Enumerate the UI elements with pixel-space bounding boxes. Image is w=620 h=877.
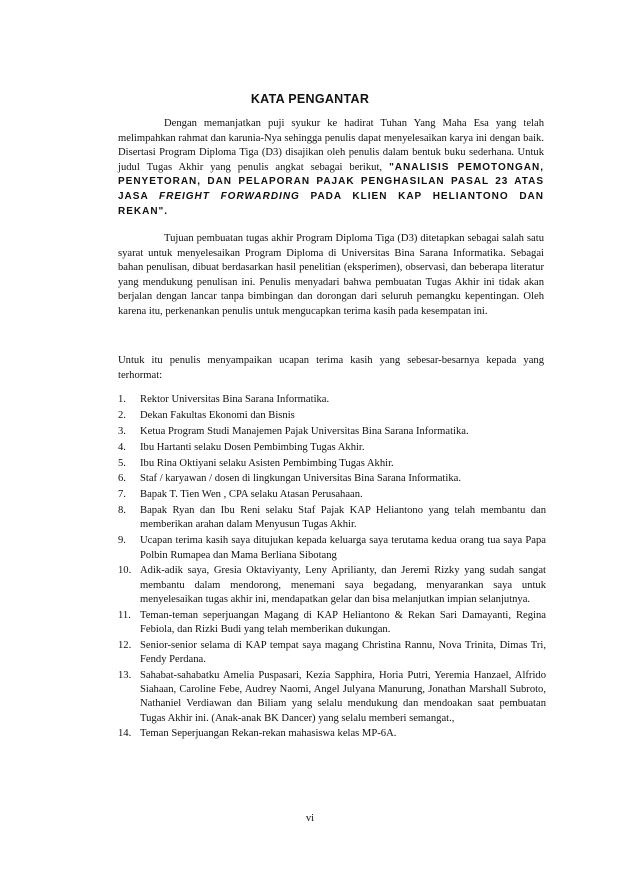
list-item — [118, 425, 546, 439]
list-item-number: 2. — [118, 409, 126, 421]
thesis-title-italic: FREIGHT FORWARDING — [159, 190, 300, 202]
purpose-paragraph — [118, 232, 544, 320]
intro-paragraph — [118, 117, 544, 219]
list-item-text: Rektor Universitas Bina Sarana Informatika. — [140, 394, 330, 405]
list-item-number: 13. — [118, 669, 132, 681]
list-item-text: Sahabat-sahabatku Amelia Puspasari, Kezia Sapphira, Horia Putri, Yeremia Hanzael, Alfrido Siahaan, Caroline Febe, Audrey Naomi, Angel Julyana Manurung, Jonathan Marshall Subroto, Nathaniel Verdiawan dan Biliam yang selalu mendukung dan mendoakan saat pembuatan Tugas Akhir ini. (Anak-anak BK Dancer) yang selalu memberi semangat., — [140, 669, 546, 724]
list-item — [118, 504, 546, 532]
list-item-number: 1. — [118, 394, 126, 405]
page-number: vi — [305, 813, 315, 824]
list-item-number: 4. — [118, 441, 126, 453]
list-item-text: Teman Seperjuangan Rekan-rekan mahasiswa kelas MP-6A. — [140, 728, 397, 740]
list-item — [118, 564, 546, 607]
list-item — [118, 409, 546, 423]
list-item-text: Senior-senior selama di KAP tempat saya magang Christina Rannu, Nova Trinita, Dimas Tri, Fendy Perdana. — [140, 639, 546, 666]
list-item — [118, 457, 546, 471]
thanks-intro-paragraph: Untuk itu penulis menyampaikan ucapan terima kasih yang sebesar-besarnya kepada yang terhormat: — [118, 355, 544, 381]
acknowledgement-list — [118, 393, 546, 743]
list-item — [118, 393, 546, 407]
list-item-number: 9. — [118, 535, 126, 547]
list-item-number: 7. — [118, 489, 126, 501]
list-item-text: Ketua Program Studi Manajemen Pajak Universitas Bina Sarana Informatika. — [140, 425, 469, 437]
list-item-number: 6. — [118, 473, 126, 485]
list-item-text: Bapak T. Tien Wen , CPA selaku Atasan Perusahaan. — [140, 489, 363, 501]
list-item-number: 10. — [118, 565, 132, 577]
purpose-text: Tujuan pembuatan tugas akhir Program Diploma Tiga (D3) ditetapkan sebagai salah satu syarat untuk menyelesaikan Program Diploma di Universitas Bina Sarana Informatika. Sebagai bahan penulisan, dibuat berdasarkan hasil penelitian (eksperimen), observasi, dan beberapa literatur yang mendukung penulisan ini. Penulis menyadari bahwa pembuatan Tugas Akhir ini tidak akan berjalan dengan lancar tanpa bimbingan dan dorongan dari seluruh pemangku kepentingan. Oleh karena itu, perkenankan penulis untuk mengucapkan terima kasih pada kesempatan ini. — [118, 233, 544, 317]
list-item-text: Ibu Rina Oktiyani selaku Asisten Pembimbing Tugas Akhir. — [140, 457, 394, 469]
list-item — [118, 639, 546, 667]
intro-text: Dengan memanjatkan puji syukur ke hadirat Tuhan Yang Maha Esa yang telah melimpahkan rahmat dan karunia-Nya sehingga penulis dapat menyelesaikan karya ini dengan baik. Disertasi Program Diploma Tiga (D3) disajikan oleh penulis dalam bentuk buku sederhana. Untuk judul Tugas Akhir yang penulis angkat sebagai berikut, — [118, 118, 544, 173]
list-item-text: Staf / karyawan / dosen di lingkungan Universitas Bina Sarana Informatika. — [140, 473, 461, 485]
list-item — [118, 488, 546, 502]
list-item-text: Ucapan terima kasih saya ditujukan kepada keluarga saya terutama kedua orang tua saya Papa Polbin Rumapea dan Mama Berliana Sibotang — [140, 535, 546, 561]
list-item-text: Bapak Ryan dan Ibu Reni selaku Staf Pajak KAP Heliantono yang telah membantu dan memberikan arahan dalam Menyusun Tugas Akhir. — [140, 505, 546, 531]
list-item-number: 8. — [118, 505, 126, 517]
list-item — [118, 669, 546, 726]
page-title: KATA PENGANTAR — [250, 92, 370, 106]
list-item-text: Adik-adik saya, Gresia Oktaviyanty, Leny Aprilianty, dan Jeremi Rizky yang sudah sangat membantu dalam mendorong, menemani saya begadang, menyarankan saya untuk menyelesaikan tugas akhir ini, mendapatkan gelar dan bisa melanjutkan impian selanjutnya. — [140, 565, 546, 605]
list-item — [118, 441, 546, 455]
list-item — [118, 727, 546, 741]
list-item-text: Dekan Fakultas Ekonomi dan Bisnis — [140, 409, 295, 421]
list-item-number: 5. — [118, 457, 126, 469]
list-item-number: 11. — [118, 609, 131, 621]
thesis-title-part2: PADA KLIEN KAP HELIANTONO DAN REKAN". — [118, 190, 544, 217]
list-item-text: Teman-teman seperjuangan Magang di KAP Heliantono & Rekan Sari Damayanti, Regina Febiola, dan Rizki Budi yang telah memberikan dukungan. — [140, 609, 546, 635]
list-item-number: 14. — [118, 728, 132, 740]
thesis-title-part1: "ANALISIS PEMOTONGAN, PENYETORAN, DAN PELAPORAN PAJAK PENGHASILAN PASAL 23 ATAS JASA — [118, 161, 544, 202]
list-item-number: 3. — [118, 425, 126, 437]
list-item — [118, 472, 546, 486]
list-item — [118, 534, 546, 562]
list-item — [118, 609, 546, 637]
list-item-text: Ibu Hartanti selaku Dosen Pembimbing Tugas Akhir. — [140, 441, 365, 453]
list-item-number: 12. — [118, 639, 132, 651]
